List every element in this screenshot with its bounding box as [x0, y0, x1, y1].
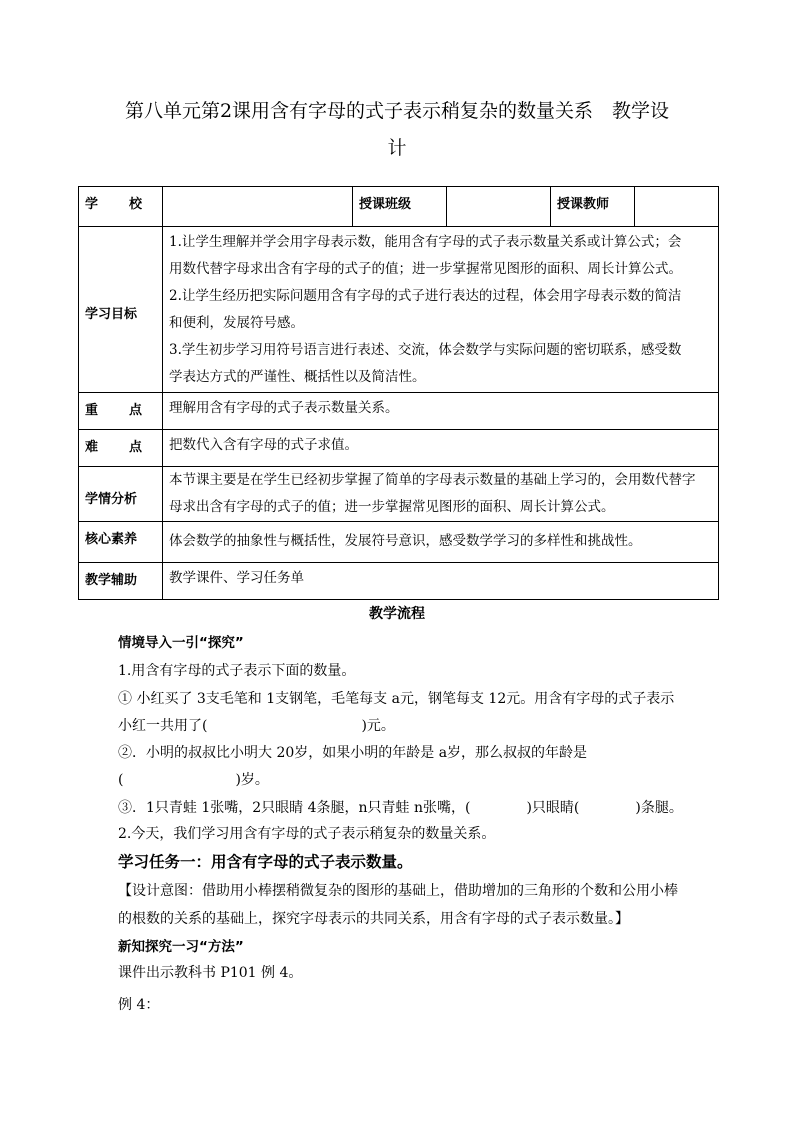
goal-line: 学表达方式的严谨性、概括性以及简洁性。 — [169, 369, 426, 385]
class-value[interactable] — [447, 187, 551, 227]
goals-label: 学习目标 — [79, 227, 163, 393]
goal-line: 1.让学生理解并学会用字母表示数，能用含有字母的式子表示数量关系或计算公式；会 — [169, 234, 682, 250]
goals-content — [163, 227, 719, 393]
question-1-line2: 小红一共用了( )元。 — [118, 718, 395, 734]
aid-label: 教学辅助 — [79, 563, 163, 600]
lesson-info-table — [78, 186, 719, 600]
teacher-value[interactable] — [635, 187, 719, 227]
core-row — [79, 522, 719, 563]
core-text: 体会数学的抽象性与概括性，发展符号意识，感受数学学习的多样性和挑战性。 — [163, 522, 719, 563]
design-intent-line2: 的根数的关系的基础上，探究字母表示的共同关系，用含有字母的式子表示数量。】 — [118, 911, 629, 927]
example-label: 例 4： — [118, 997, 160, 1013]
question-2-line1: ②．小明的叔叔比小明大 20岁，如果小明的年龄是 a岁，那么叔叔的年龄是 — [118, 745, 588, 761]
class-label: 授课班级 — [353, 187, 447, 227]
key-point-row — [79, 393, 719, 430]
difficulty-label: 难 点 — [79, 430, 163, 467]
page-title: 第八单元第2课用含有字母的式子表示稍复杂的数量关系 教学设 — [124, 100, 670, 122]
design-intent-line1: 【设计意图：借助用小棒摆稍微复杂的图形的基础上，借助增加的三角形的个数和公用小棒 — [118, 883, 678, 899]
question-3: ③．1只青蛙 1张嘴，2只眼睛 4条腿，n只青蛙 n张嘴，( )只眼睛( )条腿。 — [118, 800, 683, 816]
courseware-note: 课件出示教科书 P101 例 4。 — [118, 965, 303, 981]
analysis-label: 学情分析 — [79, 467, 163, 522]
task-1-heading: 学习任务一：用含有字母的式子表示数量。 — [118, 853, 413, 871]
intro-title: 情境导入一引“探究” — [118, 635, 244, 651]
school-row — [79, 187, 719, 227]
flow-header: 教学流程 — [369, 606, 425, 622]
item-2: 2.今天，我们学习用含有字母的式子表示稍复杂的数量关系。 — [118, 826, 496, 842]
aid-row — [79, 563, 719, 600]
page-title-continued: 计 — [387, 137, 407, 159]
teacher-label: 授课教师 — [551, 187, 635, 227]
school-value[interactable] — [163, 187, 353, 227]
question-2-line2: ( )岁。 — [118, 772, 269, 788]
key-point-label: 重 点 — [79, 393, 163, 430]
goal-line: 用数代替字母求出含有字母的式子的值；进一步掌握常见图形的面积、周长计算公式。 — [169, 261, 682, 277]
analysis-line: 母求出含有字母的式子的值；进一步掌握常见图形的面积、周长计算公式。 — [169, 499, 615, 515]
aid-text: 教学课件、学习任务单 — [163, 563, 719, 600]
key-point-text: 理解用含有字母的式子表示数量关系。 — [163, 393, 719, 430]
goal-line: 3.学生初步学习用符号语言进行表述、交流，体会数学与实际问题的密切联系，感受数 — [169, 342, 682, 358]
question-1-line1: ① 小红买了 3支毛笔和 1支钢笔，毛笔每支 a元，钢笔每支 12元。用含有字母的式子表示 — [118, 691, 675, 707]
core-label: 核心素养 — [79, 522, 163, 563]
difficulty-text: 把数代入含有字母的式子求值。 — [163, 430, 719, 467]
analysis-row — [79, 467, 719, 522]
explore-title: 新知探究一习“方法” — [118, 939, 244, 955]
item-1: 1.用含有字母的式子表示下面的数量。 — [118, 663, 356, 679]
school-label: 学 校 — [79, 187, 163, 227]
goals-row — [79, 227, 719, 393]
analysis-content — [163, 467, 719, 522]
analysis-line: 本节课主要是在学生已经初步掌握了简单的字母表示数量的基础上学习的，会用数代替字 — [169, 472, 696, 488]
goal-line: 2.让学生经历把实际问题用含有字母的式子进行表达的过程，体会用字母表示数的简洁 — [169, 288, 682, 304]
goal-line: 和便利，发展符号感。 — [169, 315, 304, 331]
difficulty-row — [79, 430, 719, 467]
